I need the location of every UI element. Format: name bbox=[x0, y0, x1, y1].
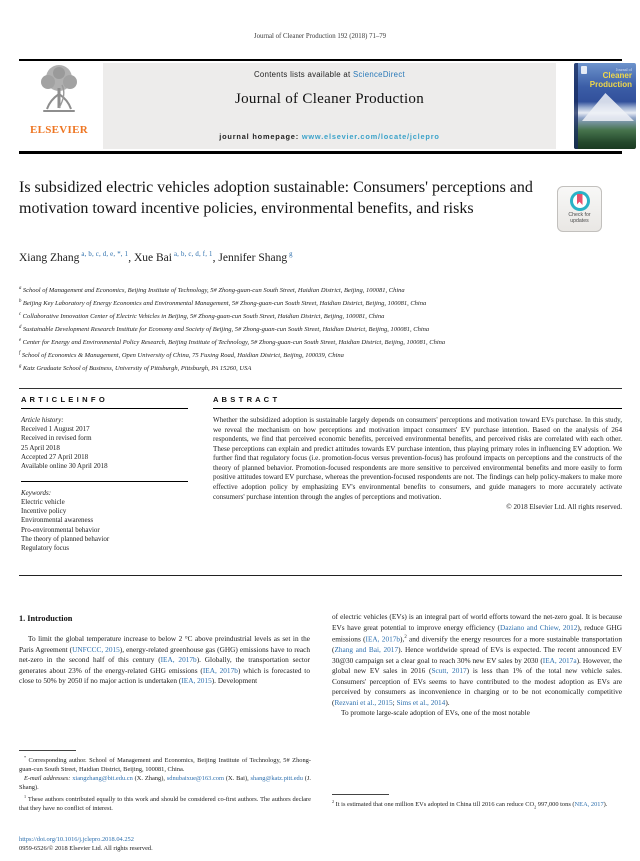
affiliation-marker: e bbox=[19, 338, 22, 344]
cover-title-line1: Cleaner bbox=[602, 71, 632, 80]
author-separator: , bbox=[128, 251, 134, 264]
affiliation-text: School of Economics & Management, Open University of China, 75 Fuxing Road, Haidian District, Beijing, 100039, China bbox=[21, 352, 344, 360]
cover-titles bbox=[590, 67, 632, 89]
section-heading-introduction: 1. Introduction bbox=[19, 614, 73, 623]
affiliation bbox=[19, 284, 534, 297]
affiliation-text: Katz Graduate School of Business, University of Pittsburgh, Pittsburgh, PA 15260, USA bbox=[22, 365, 252, 373]
history-entry: Available online 30 April 2018 bbox=[21, 462, 108, 471]
affiliation bbox=[19, 362, 534, 375]
text-segment: 2 bbox=[534, 804, 537, 810]
citation-link[interactable]: IEA, 2015 bbox=[181, 676, 212, 686]
running-head: Journal of Cleaner Production 192 (2018) 71–79 bbox=[253, 33, 387, 40]
citation-link[interactable]: sdnubaixue@163.com bbox=[166, 774, 224, 782]
crossmark-icon bbox=[570, 191, 590, 211]
homepage-prefix: journal homepage: bbox=[219, 132, 302, 141]
affiliation-text: School of Management and Economics, Beijing Institute of Technology, 5# Zhong-guan-cun South Street, Haidian District, Beijing, 100081, China bbox=[22, 287, 405, 295]
footnotes-left bbox=[19, 754, 311, 814]
text-segment: To limit the global temperature increase to below 2 °C above preindustrial levels as set in the Paris Agreement ( bbox=[19, 634, 310, 654]
author-name: Xue Bai bbox=[133, 251, 172, 264]
intro-paragraph-continued bbox=[332, 612, 622, 708]
affiliation bbox=[19, 323, 534, 336]
cover-title-line2: Production bbox=[589, 79, 632, 89]
citation-link[interactable]: Rezvani et al., 2015 bbox=[334, 697, 393, 707]
text-segment: (X. Bai), bbox=[223, 774, 251, 782]
text-segment: 2 bbox=[404, 635, 407, 641]
text-segment: ). Hence worldwide spread of EVs is expected. The recent announced EV 30@30 campaign set a clear goal to reach 30% new EV sales by 2030 ( bbox=[332, 645, 622, 665]
cover-top-label: Journal of bbox=[615, 67, 632, 72]
affiliation-text: Sustainable Development Research Institute for Economy and Society of Beijing, 5# Zhong-guan-cun South Street, Haidian District, Beijing, 100081, China bbox=[22, 326, 430, 334]
history-entry: Accepted 27 April 2018 bbox=[21, 453, 89, 462]
text-segment: ). bbox=[445, 697, 450, 707]
footer-imprint bbox=[19, 835, 153, 853]
text-segment: ), reduce GHG emissions ( bbox=[332, 622, 623, 644]
affiliation-text: Collaborative Innovation Center of Electric Vehicles in Beijing, 5# Zhong-guan-cun South Street, Haidian District, Beijing, 100081, China bbox=[22, 313, 385, 321]
article-title: Is subsidized electric vehicles adoption sustainable: Consumers' perceptions and motivation toward incentive policies, environmental benefits, and risks bbox=[19, 179, 533, 218]
abstract-bottom-divider bbox=[19, 575, 622, 576]
author-name: Jennifer Shang bbox=[218, 251, 288, 264]
citation-link[interactable]: Scutt, 2017 bbox=[431, 666, 467, 676]
divider bbox=[21, 481, 188, 482]
affiliation-marker: c bbox=[19, 312, 22, 318]
corresponding-author-footnote bbox=[19, 754, 311, 775]
citation-link[interactable]: Daziano and Chiew, 2012 bbox=[499, 622, 578, 632]
cover-spine bbox=[574, 63, 578, 149]
sciencedirect-link[interactable]: ScienceDirect bbox=[352, 70, 405, 79]
affiliation-text: Center for Energy and Environmental Policy Research, Beijing Institute of Technology, 5# Zhong-guan-cun South Street, Haidian District, Beijing, 100081, China bbox=[22, 339, 446, 347]
intro-paragraph-2 bbox=[332, 708, 622, 719]
text-segment: ; bbox=[392, 697, 397, 707]
top-divider bbox=[19, 59, 622, 61]
text-segment: and diversify the energy resources for a more sustainable transportation ( bbox=[332, 634, 622, 655]
abstract-text: Whether the subsidized adoption is sustainable largely depends on consumers' perceptions and motivation toward EVs purchase. In this study, we reveal the mechanism on how perceptions and motivation impact consumers' EV purchase intention. Based on the analysis of 264 respondents, we find that perceived economic benefits, perceived environmental benefits, and perceived risks are correlated with each other. These perceptions can explain and predict attitudes towards EV purchase intention, thus playing primary roles in influencing EV adoption. We further find that regulatory focus (i.e. promotion-focus versus prevention-focus) has profound impacts on perceptions and the constructs of the theory of planned behavior. Promotion-focused respondents are more sensitive to perceived environmental benefits and more easily to form positive attitudes toward EV purchase, whereas the prevention-focused respondents are not. The findings can help policy-makers to make more effective adoption policy by emphasizing EV's environmental benefits to consumers, and guide managers to more accurately activate consumers' purchase intention through the angles of perceptions and motivation. bbox=[213, 416, 622, 501]
author-separator: , bbox=[212, 251, 219, 264]
text-segment: Corresponding author. School of Management and Economics, Beijing Institute of Technology, 5# Zhong-guan-cun South Street, Haidian District, Beijing, 100081, China. bbox=[19, 757, 311, 774]
elsevier-wordmark: ELSEVIER bbox=[29, 124, 89, 136]
text-segment: ). Globally, the transportation sector generates about 23% of the energy-related GHG emissions ( bbox=[19, 655, 310, 675]
journal-homepage-link[interactable]: www.elsevier.com/locate/jclepro bbox=[301, 132, 440, 141]
citation-link[interactable]: IEA, 2017a bbox=[542, 655, 577, 665]
affiliation-marker: a bbox=[19, 286, 22, 291]
keyword: Electric vehicle bbox=[21, 497, 65, 506]
equal-contribution-footnote bbox=[19, 793, 311, 814]
keywords-label: Keywords: bbox=[21, 488, 52, 497]
footnote-separator bbox=[332, 794, 389, 795]
journal-cover-thumbnail[interactable] bbox=[574, 63, 636, 149]
citation-link[interactable]: Zhang and Bai, 2017 bbox=[334, 645, 399, 655]
author-affiliation-sup[interactable]: a, b, c, d, e, *, 1 bbox=[81, 251, 129, 258]
body-column-left bbox=[19, 634, 310, 687]
keyword: Environmental awareness bbox=[21, 516, 94, 525]
text-segment: 2 bbox=[332, 799, 335, 804]
abstract-heading: A B S T R A C T bbox=[213, 395, 278, 404]
text-segment: ). Development bbox=[211, 676, 258, 686]
text-segment: ) is less than 1% of the total new vehicle sales. Consumers' perception of EVs seems to have contributed to the modest adoption as EVs are perceived by consumers as inconvenience in charging or to be not economically competitive ( bbox=[332, 666, 622, 707]
article-info-column bbox=[21, 395, 188, 553]
affiliation bbox=[19, 336, 534, 349]
text-segment: ). bbox=[603, 801, 608, 809]
affiliation-marker: f bbox=[19, 351, 21, 357]
text-segment: * bbox=[24, 755, 27, 760]
affiliations-list bbox=[19, 284, 534, 375]
keyword: Incentive policy bbox=[21, 506, 67, 515]
text-segment: E-mail addresses: bbox=[24, 774, 73, 782]
affiliation-marker: g bbox=[19, 364, 22, 370]
history-entry: Received in revised form bbox=[21, 434, 92, 443]
affiliation-marker: b bbox=[19, 299, 22, 305]
intro-paragraph bbox=[19, 634, 310, 687]
badge-text-line1: Check for bbox=[568, 212, 591, 218]
contents-line bbox=[103, 70, 556, 79]
text-segment: ), bbox=[400, 634, 405, 644]
affiliation-marker: d bbox=[19, 325, 22, 331]
copyright-line: © 2018 Elsevier Ltd. All rights reserved. bbox=[506, 503, 622, 512]
journal-title: Journal of Cleaner Production bbox=[234, 91, 425, 107]
text-segment: ) which is forecasted to close to 50% by 2050 if no major action is undertaken ( bbox=[19, 665, 310, 686]
text-segment: (J. Shang). bbox=[19, 774, 312, 791]
check-for-updates-badge[interactable] bbox=[557, 186, 602, 232]
text-segment: To promote large-scale adoption of EVs, one of the most notable bbox=[341, 708, 530, 718]
text-segment: 997,000 tons ( bbox=[536, 801, 575, 809]
keyword: The theory of planned behavior bbox=[21, 534, 110, 543]
affiliation bbox=[19, 297, 534, 310]
elsevier-tree-icon bbox=[32, 63, 86, 119]
email-addresses-footnote bbox=[19, 775, 311, 793]
affiliation bbox=[19, 310, 534, 323]
cover-mountain-art bbox=[582, 93, 634, 121]
divider bbox=[213, 408, 622, 409]
article-info-heading: A R T I C L E I N F O bbox=[21, 395, 106, 404]
author bbox=[19, 252, 134, 264]
citation-link[interactable]: shang@katz.pitt.edu bbox=[250, 774, 303, 782]
author-line bbox=[19, 251, 293, 264]
citation-link[interactable]: xiangzhang@bit.edu.cn bbox=[72, 774, 133, 782]
affiliation-text: Beijing Key Laboratory of Energy Economics and Environmental Management, 5# Zhong-guan-cun South Street, Haidian District, Beijing, 100081, China bbox=[22, 300, 427, 308]
text-segment: of electric vehicles (EVs) is an integral part of world efforts toward the net-zero goal. It is because EVs have great potential to improve energy efficiency ( bbox=[332, 612, 622, 632]
doi-link[interactable]: https://doi.org/10.1016/j.jclepro.2018.04.252 bbox=[19, 836, 134, 843]
citation-link[interactable]: UNFCCC, 2015 bbox=[72, 644, 120, 654]
contents-prefix: Contents lists available at bbox=[254, 70, 353, 79]
text-segment: ), energy-related greenhouse gas (GHG) emissions have to reach net-zero in the second half of this century ( bbox=[19, 644, 310, 665]
history-entry: 25 April 2018 bbox=[21, 443, 60, 452]
text-segment: (X. Zhang), bbox=[132, 774, 167, 782]
elsevier-logo[interactable] bbox=[19, 63, 99, 150]
badge-text-line2: updates bbox=[570, 218, 589, 224]
masthead-bottom-divider bbox=[19, 151, 622, 154]
keyword: Regulatory focus bbox=[21, 544, 70, 553]
citation-link[interactable]: IEA, 2017b bbox=[202, 665, 238, 675]
citation-link[interactable]: IEA, 2017b bbox=[160, 655, 197, 665]
author-affiliation-sup[interactable]: a, b, c, d, f, 1 bbox=[173, 251, 213, 258]
body-column-right bbox=[332, 612, 622, 719]
affiliations-divider bbox=[19, 388, 622, 389]
homepage-line bbox=[103, 132, 556, 141]
affiliation bbox=[19, 349, 534, 362]
citation-link[interactable]: Sims et al., 2014 bbox=[396, 697, 446, 707]
cover-publisher-emblem bbox=[581, 66, 587, 74]
issn-copyright-line: 0959-6526/© 2018 Elsevier Ltd. All rights reserved. bbox=[19, 845, 153, 853]
author bbox=[218, 252, 292, 264]
author bbox=[134, 252, 218, 264]
text-segment: 1 bbox=[24, 793, 27, 799]
text-segment: ). However, the global new EV sales in 2016 ( bbox=[332, 655, 623, 676]
history-entry: Received 1 August 2017 bbox=[21, 425, 90, 434]
citation-link[interactable]: IEA, 2017b bbox=[365, 634, 401, 644]
author-affiliation-sup[interactable]: g bbox=[289, 251, 293, 258]
footnote-separator bbox=[19, 750, 76, 751]
text-segment: These authors contributed equally to this work and should be considered co-first authors. The authors declare that they have no conflict of interest. bbox=[19, 795, 311, 812]
citation-link[interactable]: NEA, 2017 bbox=[574, 801, 604, 809]
footnote-2 bbox=[332, 798, 622, 812]
author-name: Xiang Zhang bbox=[19, 251, 80, 264]
article-history-label: Article history: bbox=[21, 416, 64, 425]
text-segment: It is estimated that one million EVs adopted in China till 2016 can reduce CO bbox=[334, 801, 535, 809]
divider bbox=[21, 408, 188, 409]
keyword: Pro-environmental behavior bbox=[21, 525, 100, 534]
abstract-column bbox=[213, 395, 622, 511]
